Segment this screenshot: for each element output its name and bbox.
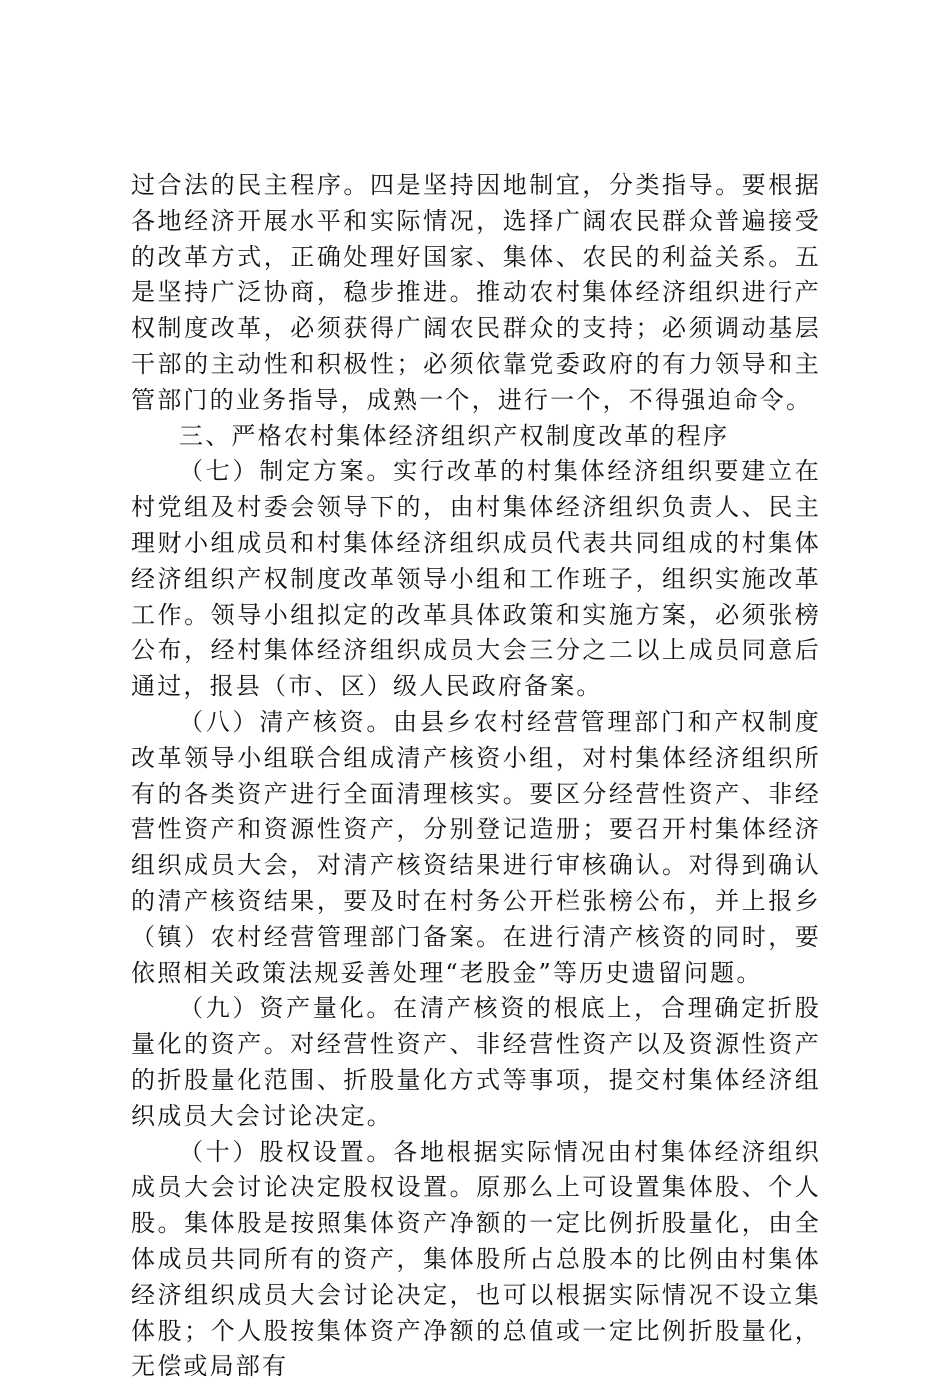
document-body <box>131 168 821 1385</box>
paragraph-item-7: （七）制定方案。实行改革的村集体经济组织要建立在村党组及村委会领导下的，由村集体经济组织负责人、民主理财小组成员和村集体经济组织成员代表共同组成的村集体经济组织产权制度改革领导小组和工作班子，组织实施改革工作。领导小组拟定的改革具体政策和实施方案，必须张榜公布，经村集体经济组织成员大会三分之二以上成员同意后通过，报县（市、区）级人民政府备案。 <box>131 457 821 701</box>
paragraph-item-10: （十）股权设置。各地根据实际情况由村集体经济组织成员大会讨论决定股权设置。原那么上可设置集体股、个人股。集体股是按照集体资产净额的一定比例折股量化，由全体成员共同所有的资产，集体股所占总股本的比例由村集体经济组织成员大会讨论决定，也可以根据实际情况不设立集体股；个人股按集体资产净额的总值或一定比例折股量化，无偿或局部有 <box>131 1137 821 1381</box>
paragraph-item-8: （八）清产核资。由县乡农村经营管理部门和产权制度改革领导小组联合组成清产核资小组，对村集体经济组织所有的各类资产进行全面清理核实。要区分经营性资产、非经营性资产和资源性资产，分别登记造册；要召开村集体经济组织成员大会，对清产核资结果进行审核确认。对得到确认的清产核资结果，要及时在村务公开栏张榜公布，并上报乡（镇）农村经营管理部门备案。在进行清产核资的同时，要依照相关政策法规妥善处理“老股金”等历史遗留问题。 <box>131 707 821 987</box>
section-heading: 三、严格农村集体经济组织产权制度改革的程序 <box>179 421 730 450</box>
paragraph-continued: 过合法的民主程序。四是坚持因地制宜，分类指导。要根据各地经济开展水平和实际情况，选择广阔农民群众普遍接受的改革方式，正确处理好国家、集体、农民的利益关系。五是坚持广泛协商，稳步推进。推动农村集体经济组织进行产权制度改革，必须获得广阔农民群众的支持；必须调动基层干部的主动性和积极性；必须依靠党委政府的有力领导和主管部门的业务指导，成熟一个，进行一个，不得强迫命令。 <box>131 171 821 414</box>
paragraph-item-9: （九）资产量化。在清产核资的根底上，合理确定折股量化的资产。对经营性资产、非经营性资产以及资源性资产的折股量化范围、折股量化方式等事项，提交村集体经济组织成员大会讨论决定。 <box>131 994 821 1130</box>
